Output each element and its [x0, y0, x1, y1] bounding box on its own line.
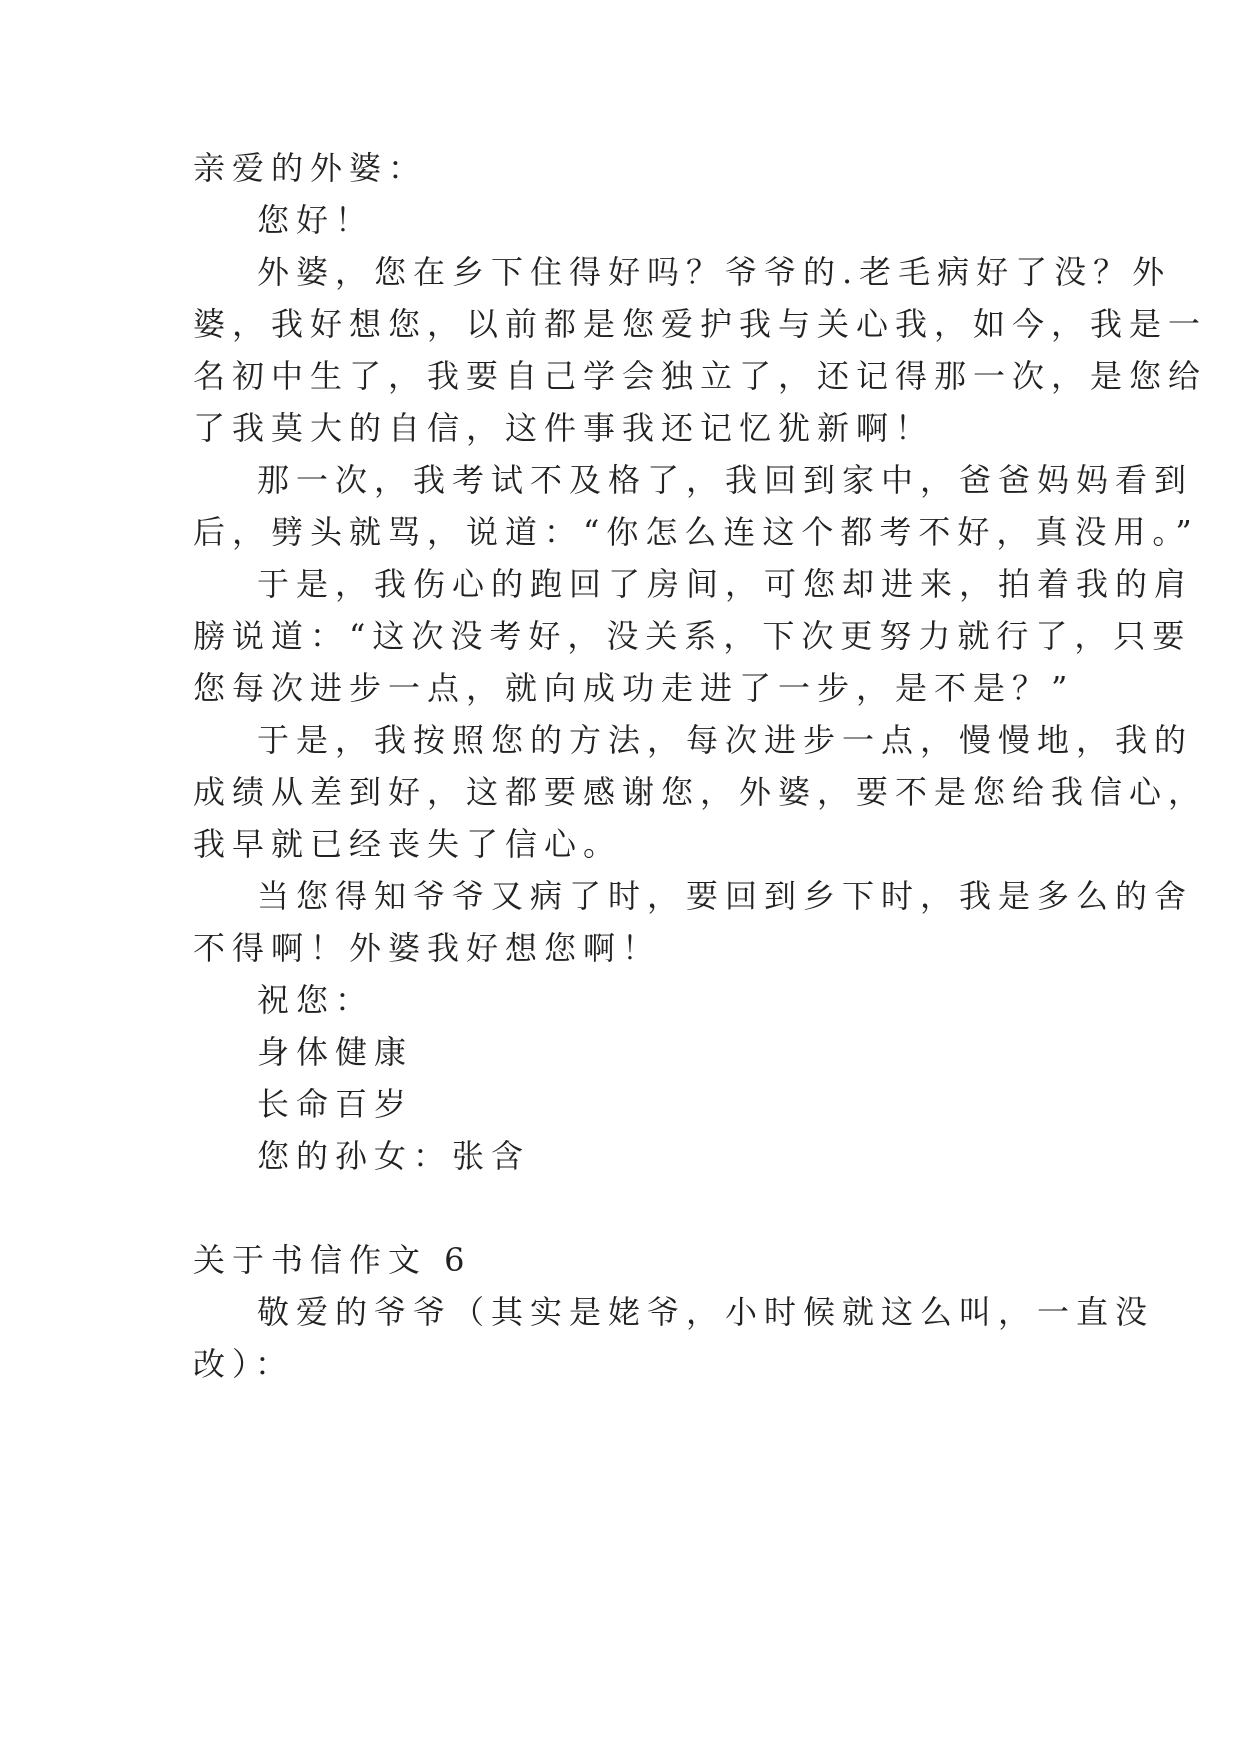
- paragraph-line: 后，劈头就骂，说道：“你怎么连这个都考不好，真没用。”: [193, 513, 1199, 551]
- letter-signature: 您的孙女：张含: [257, 1137, 531, 1175]
- paragraph-line: 于是，我伤心的跑回了房间，可您却进来，拍着我的肩: [257, 565, 1194, 603]
- paragraph-line: 于是，我按照您的方法，每次进步一点，慢慢地，我的: [257, 721, 1194, 759]
- paragraph-line: 改）：: [193, 1345, 295, 1383]
- paragraph-line: 婆，我好想您，以前都是您爱护我与关心我，如今，我是一: [193, 305, 1208, 343]
- paragraph-line: 外婆，您在乡下住得好吗？爷爷的.老毛病好了没？外: [257, 253, 1172, 291]
- letter-wish: 长命百岁: [257, 1085, 414, 1123]
- paragraph-line: 当您得知爷爷又病了时，要回到乡下时，我是多么的舍: [257, 877, 1194, 915]
- paragraph-line: 我早就已经丧失了信心。: [193, 825, 623, 863]
- paragraph-line: 那一次，我考试不及格了，我回到家中，爸爸妈妈看到: [257, 461, 1194, 499]
- paragraph-line: 成绩从差到好，这都要感谢您，外婆，要不是您给我信心，: [193, 773, 1208, 811]
- letter-greeting: 您好！: [257, 201, 375, 239]
- paragraph-line: 敬爱的爷爷（其实是姥爷，小时候就这么叫，一直没: [257, 1293, 1155, 1331]
- section-title: 关于书信作文 6: [193, 1241, 472, 1279]
- letter-closing: 祝您：: [257, 981, 375, 1019]
- paragraph-line: 名初中生了，我要自己学会独立了，还记得那一次，是您给: [193, 357, 1208, 395]
- paragraph-line: 膀说道：“这次没考好，没关系，下次更努力就行了，只要: [193, 617, 1192, 655]
- letter-salutation: 亲爱的外婆：: [193, 149, 428, 187]
- paragraph-line: 了我莫大的自信，这件事我还记忆犹新啊！: [193, 409, 935, 447]
- letter-wish: 身体健康: [257, 1033, 414, 1071]
- paragraph-line: 您每次进步一点，就向成功走进了一步，是不是？”: [193, 669, 1075, 707]
- paragraph-line: 不得啊！外婆我好想您啊！: [193, 929, 662, 967]
